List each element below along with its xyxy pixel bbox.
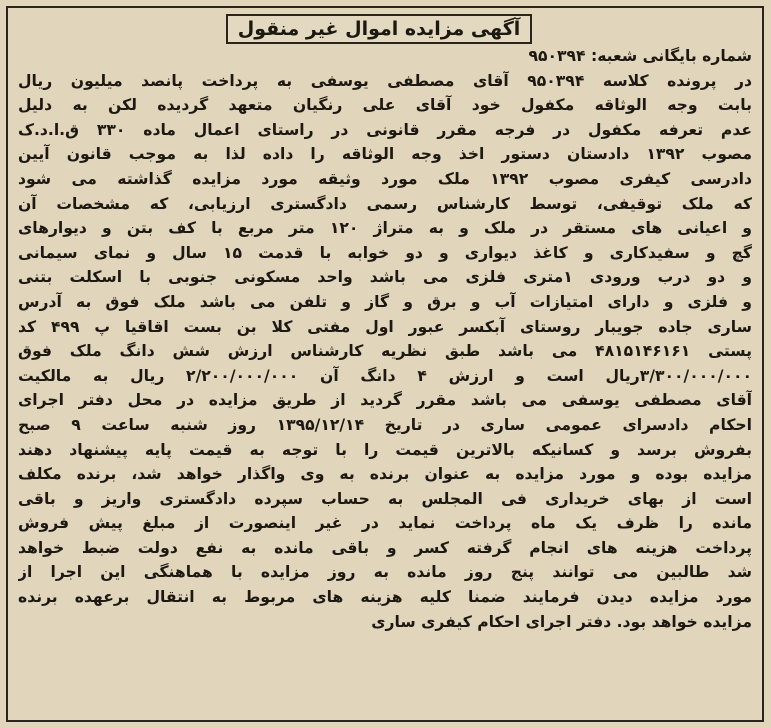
body-line: مورد مزایده دیدن فرمایند ضمنا کلیه هزینه های مربوط به انتقال برعهده برنده xyxy=(18,588,752,607)
body-line: مصوب ۱۳۹۲ دادستان دستور اخذ وجه الوثاقه را داده لذا به موجب قانون آیین xyxy=(18,145,752,164)
body-line: شد طالبین می توانند پنج روز مانده به روز مزایده با هماهنگی این اجرا از xyxy=(18,563,752,582)
body-line: عدم تعرفه مکفول در فرجه مقرر قانونی در راستای اعمال ماده ۳۳۰ ق.ا.د.ک xyxy=(18,120,752,139)
title-box xyxy=(226,14,532,44)
body-line: پرداخت هزینه های انجام گرفته کسر و باقی مانده به نفع دولت ضبط خواهد xyxy=(18,538,752,557)
body-line: آقای مصطفی یوسفی می باشد مقرر گردید از طریق مزایده در محل دفتر اجرای xyxy=(18,391,752,410)
body-line: مانده را ظرف یک ماه پرداخت نماید در غیر اینصورت از مبلغ پیش فروش xyxy=(18,514,752,533)
body-line: ۳/۳۰۰/۰۰۰/۰۰۰ریال است و ارزش ۴ دانگ آن ۲/۲۰۰/۰۰۰/۰۰۰ ریال به مالکیت xyxy=(18,366,752,385)
body-line: بفروش برسد و کسانیکه بالاترین قیمت را با توجه به قیمت پایه پیشنهاد دهند xyxy=(18,440,752,459)
archive-number-line: شماره بایگانی شعبه: ۹۵۰۳۹۴ xyxy=(528,47,752,65)
notice-title: آگهی مزایده اموال غیر منقول xyxy=(237,18,521,40)
body-line: بابت وجه الوثاقه مکفول خود آقای علی رنگیان متعهد گردیده لکن به دلیل xyxy=(18,96,752,115)
body-line: و دو درب ورودی ۱متری فلزی می باشد واحد مسکونی جنوبی با اسکلت بتنی xyxy=(18,268,752,287)
body-line: گچ و سفیدکاری و کاغذ دیواری و دو خوابه با قدمت ۱۵ سال و نمای سیمانی xyxy=(18,243,752,262)
body-line: احکام دادسرای عمومی ساری در تاریخ ۱۳۹۵/۱۲/۱۴ روز شنبه ساعت ۹ صبح xyxy=(18,415,752,434)
body-line: و فلزی و دارای امتیازات آب و برق و گاز و تلفن می باشد ملک فوق به آدرس xyxy=(18,292,752,311)
closing-signature-line: مزایده خواهد بود. دفتر اجرای احکام کیفری ساری xyxy=(371,612,752,631)
body-line: است از بهای خریداری فی المجلس به حساب سپرده دادگستری واریز و باقی xyxy=(18,489,752,508)
body-line: و اعیانی های مستقر در ملک و به متراژ ۱۲۰ متر مربع با کف بتن و دیوارهای xyxy=(18,219,752,238)
body-line: دادرسی کیفری مصوب ۱۳۹۲ ملک مورد وثیقه مورد مزایده گذاشته می شود xyxy=(18,169,752,188)
body-line: در پرونده کلاسه ۹۵۰۳۹۴ آقای مصطفی یوسفی به پرداخت پانصد میلیون ریال xyxy=(18,71,752,90)
body-line: پستی ۴۸۱۵۱۴۶۱۶۱ می باشد طبق نظریه کارشناس ارزش شش دانگ ملک فوق xyxy=(18,342,752,361)
body-line: ساری جاده جویبار روستای آبکسر عبور اول مفتی کلا بن بست اقاقیا پ ۴۹۹ کد xyxy=(18,317,752,336)
body-line: که ملک توقیفی، توسط کارشناس رسمی دادگستری ارزیابی، که مشخصات آن xyxy=(18,194,752,213)
body-line: مزایده بوده و مورد مزایده به عنوان برنده به وی واگذار خواهد شد، برنده مکلف xyxy=(18,465,752,484)
notice-body xyxy=(18,44,752,634)
